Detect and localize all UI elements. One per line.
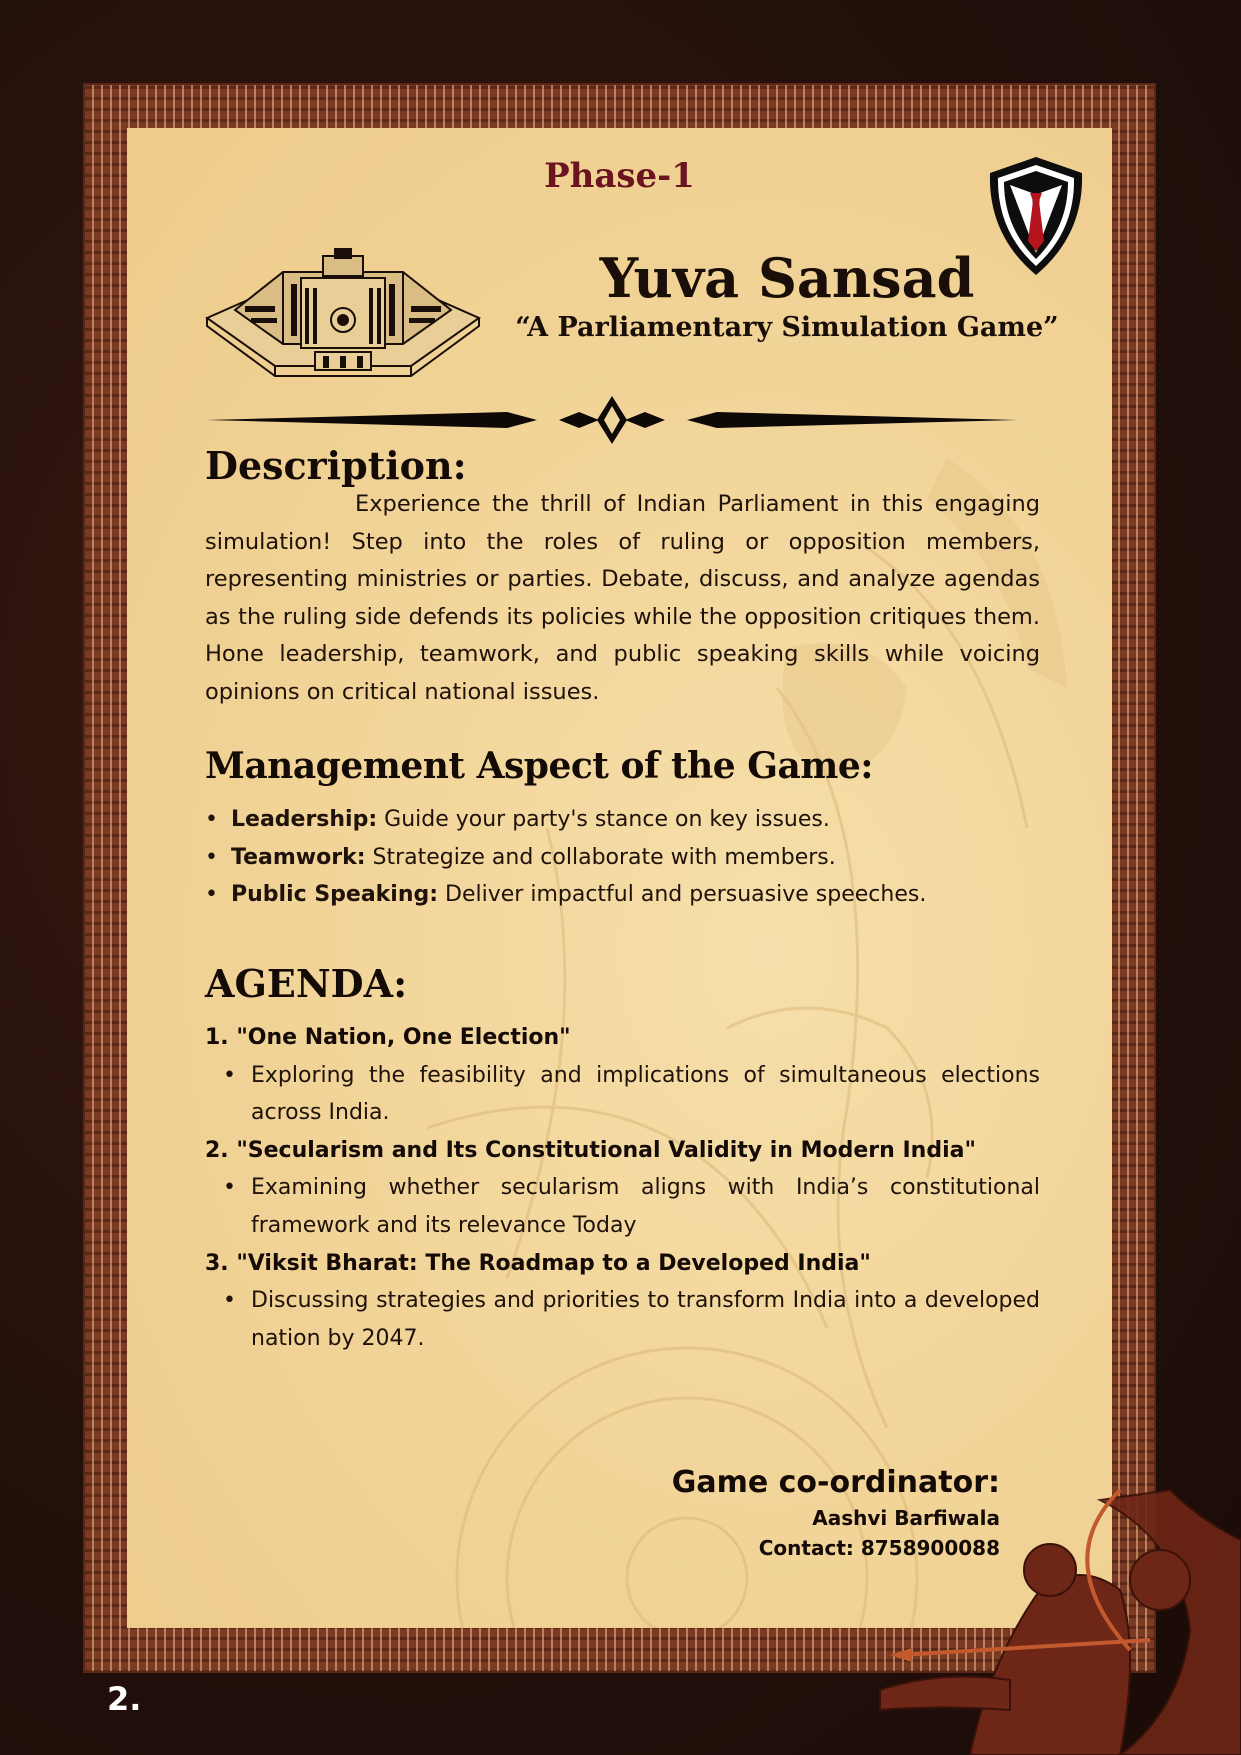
coordinator-name: Aashvi Barfiwala	[812, 1506, 1000, 1530]
agenda-item-title: 1. "One Nation, One Election"	[205, 1025, 571, 1050]
list-item-text: Guide your party's stance on key issues.	[377, 807, 830, 832]
phase-label: Phase-1	[544, 156, 695, 196]
coordinator-contact: Contact: 8758900088	[758, 1536, 1000, 1560]
agenda-heading: AGENDA:	[205, 961, 408, 1006]
description-heading: Description:	[205, 443, 467, 488]
agenda-item-title: 2. "Secularism and Its Constitutional Validity in Modern India"	[205, 1137, 976, 1163]
page-title: Yuva Sansad	[599, 246, 975, 310]
list-item	[205, 839, 1040, 877]
agenda-item-detail: • Examining whether secularism aligns with India’s constitutional framework and its relevance Today	[223, 1169, 1040, 1244]
list-item	[205, 801, 1040, 839]
page-number: 2.	[107, 1680, 142, 1718]
page-card	[127, 128, 1112, 1628]
agenda-item-detail: • Discussing strategies and priorities to transform India into a developed nation by 2047.	[223, 1282, 1040, 1357]
list-item-text: Strategize and collaborate with members.	[365, 844, 836, 870]
management-heading: Management Aspect of the Game:	[205, 745, 874, 787]
list-item-label: Public Speaking:	[231, 882, 439, 908]
agenda-item-title: 3. "Viksit Bharat: The Roadmap to a Developed India"	[205, 1250, 871, 1276]
ornamental-divider-icon	[207, 396, 1017, 444]
description-text: Experience the thrill of Indian Parliament in this engaging simulation! Step into the roles of ruling or opposition members, representing ministries or parties. Debate, discuss, and analyze agendas as the ruling side defends its policies while the opposition critiques them. Hone leadership, teamwork, and public speaking skills while voicing opinions on critical national issues.	[205, 491, 1040, 705]
list-item-text: Deliver impactful and persuasive speeches.	[438, 882, 927, 908]
agenda-list	[205, 1019, 1040, 1357]
list-item-label: Leadership:	[231, 807, 378, 832]
coordinator-heading: Game co-ordinator:	[671, 1465, 1000, 1500]
list-item-label: Teamwork:	[231, 844, 366, 870]
agenda-item-detail: • Exploring the feasibility and implications of simultaneous elections across India.	[223, 1057, 1040, 1132]
management-list	[205, 801, 1040, 914]
page-subtitle: “A Parliamentary Simulation Game”	[515, 312, 1059, 343]
archer-illustration-icon	[820, 1480, 1241, 1755]
list-item	[205, 876, 1040, 914]
parliament-building-icon	[205, 248, 481, 388]
